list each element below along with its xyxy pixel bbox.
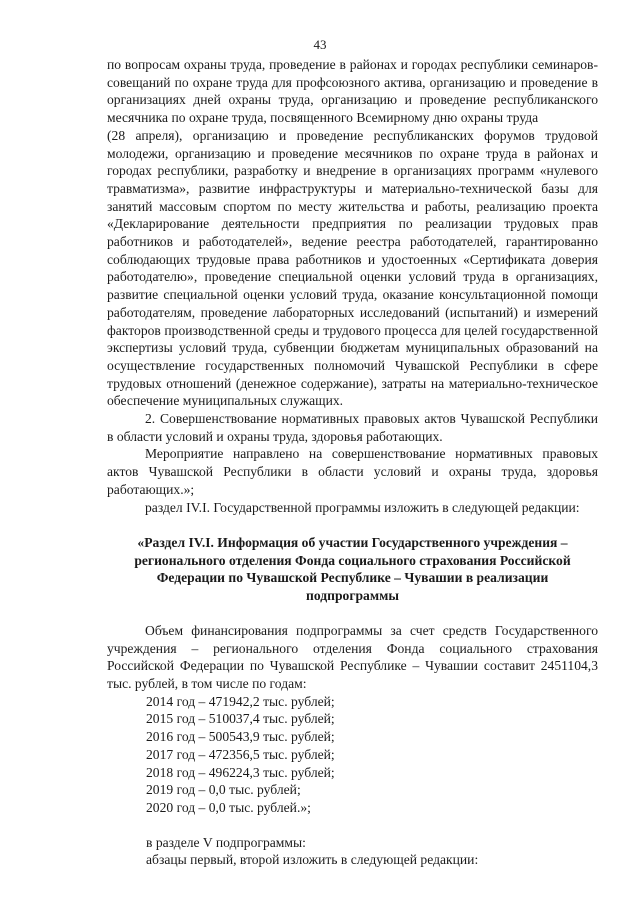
page-number: 43 <box>313 37 327 52</box>
paragraph-item-2: 2. Совершенствование нормативных правовых актов Чувашской Республики в области условий и охраны труда, здоровья работающих. <box>107 411 598 444</box>
funding-year-item: 2014 год – 471942,2 тыс. рублей; <box>146 693 335 709</box>
paragraph-intro: по вопросам охраны труда, проведение в районах и городах республики семинаров-совещаний по охране труда для профсоюзного актива, организацию и проведение в организациях дней охраны труда, организацию и проведение республиканского месячника по охране труда, посвященного Всемирному дню охраны труда <box>107 57 598 126</box>
funding-year-item: 2017 год – 472356,5 тыс. рублей; <box>146 746 335 762</box>
funding-year-item: 2019 год – 0,0 тыс. рублей; <box>146 782 301 798</box>
spacer <box>107 817 598 834</box>
funding-by-year-list <box>107 693 598 817</box>
funding-year-item: 2018 год – 496224,3 тыс. рублей; <box>146 764 335 780</box>
document-body <box>107 56 598 869</box>
paragraph-item-2-description: Мероприятие направлено на совершенствование нормативных правовых актов Чувашской Республики в области условий и охраны труда, здоровья работающих.»; <box>107 446 598 497</box>
funding-year-item: 2016 год – 500543,9 тыс. рублей; <box>146 729 335 745</box>
funding-year-item: 2020 год – 0,0 тыс. рублей.»; <box>146 799 311 815</box>
paragraph-measures: (28 апреля), организацию и проведение республиканских форумов трудовой молодежи, организацию и проведение месячников по охране труда в районах и городах республики, разработку и внедрение в организациях программ «нулевого травматизма», развитие инфраструктуры и материально-технической базы для занятий массовым спортом по месту жительства и работы, реализацию проекта «Декларирование деятельности предприятия по реализации трудовых прав работников и работодателей», ведение реестра работодателей, гарантированно соблюдающих трудовые права работников и удостоенных «Сертификата доверия работодателю», проведение специальной оценки условий труда в организациях, развитие специальной оценки условий труда, оказание консультационной помощи работодателям, проведение лабораторных исследований (испытаний) и измерений факторов производственной среды и трудового процесса для целей государственной экспертизы условий труда, субвенции бюджетам муниципальных образований на осуществление государственных полномочий Чувашской Республики в сфере трудовых отношений (денежное содержание), затраты на материально-техническое обеспечение муниципальных служащих. <box>107 127 598 409</box>
section-heading: «Раздел IV.I. Информация об участии Государственного учреждения – регионального отделения Фонда социального страхования Российской Федерации по Чувашской Республике – Чувашии в реализации подпрограммы <box>134 535 571 603</box>
funding-year-item: 2015 год – 510037,4 тыс. рублей; <box>146 711 335 727</box>
paragraph-section-v: в разделе V подпрограммы: <box>146 834 306 850</box>
paragraph-section-amendment: раздел IV.I. Государственной программы изложить в следующей редакции: <box>145 499 580 515</box>
paragraph-funding: Объем финансирования подпрограммы за счет средств Государственного учреждения – регионального отделения Фонда социального страхования Российской Федерации по Чувашской Республике – Чувашии составит 2451104,3 тыс. рублей, в том числе по годам: <box>107 622 598 692</box>
paragraph-abzats: абзацы первый, второй изложить в следующей редакции: <box>146 852 479 868</box>
